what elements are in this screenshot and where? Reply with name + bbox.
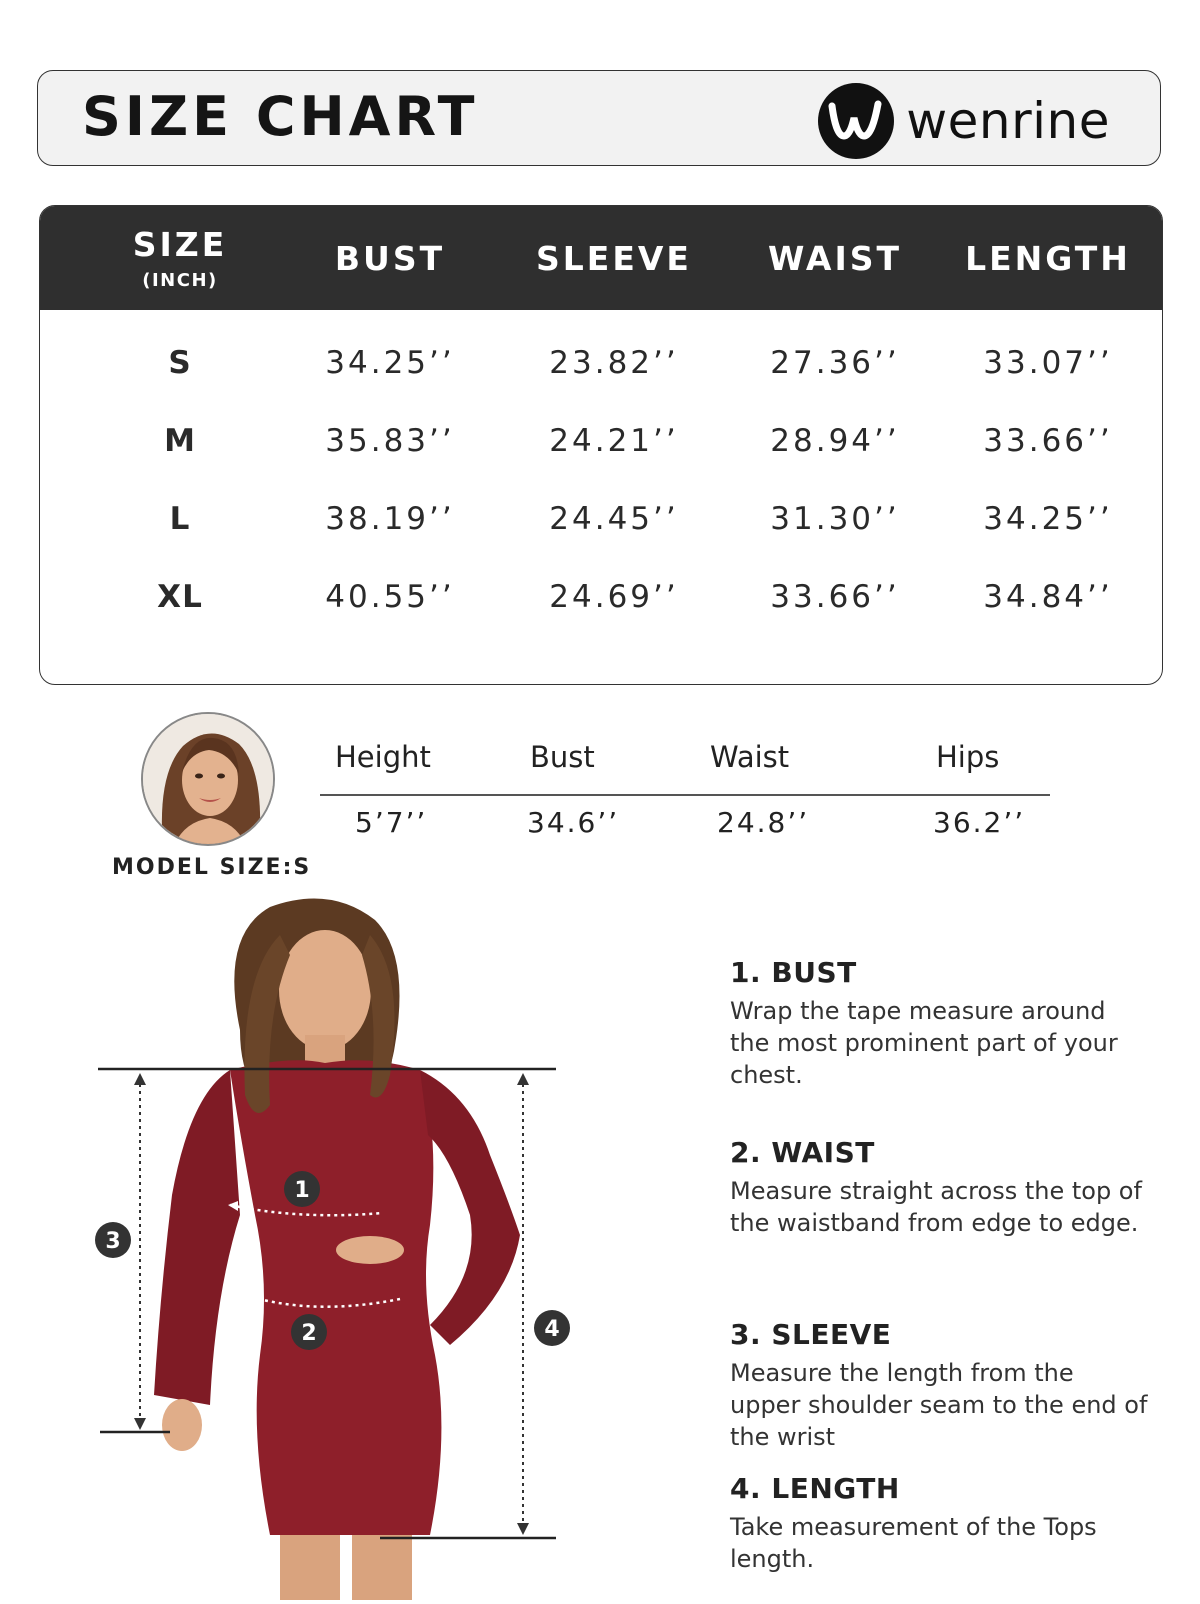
page-title: SIZE CHART	[82, 85, 479, 148]
face-shape	[279, 930, 371, 1050]
size-table	[39, 205, 1163, 685]
instruction-text: Measure straight across the top of the waistband from edge to edge.	[730, 1177, 1142, 1237]
instruction-text: Take measurement of the Tops length.	[730, 1513, 1097, 1573]
column-header-size	[80, 206, 280, 310]
header-box	[37, 70, 1161, 166]
model-header-waist: Waist	[710, 740, 790, 774]
column-label: SIZE	[132, 225, 228, 264]
column-header-bust: BUST	[334, 238, 446, 278]
waist-cell: 33.66’’	[770, 579, 900, 615]
waist-cell: 31.30’’	[770, 501, 900, 537]
svg-text:4: 4	[544, 1317, 560, 1342]
model-value-height: 5’7’’	[355, 806, 428, 839]
size-cell: XL	[157, 579, 203, 615]
column-sublabel: (INCH)	[142, 270, 218, 291]
length-cell: 34.25’’	[983, 501, 1113, 537]
waist-cell: 28.94’’	[770, 423, 900, 459]
bust-cell: 34.25’’	[325, 345, 455, 381]
svg-text:1: 1	[294, 1178, 310, 1203]
table-row	[40, 558, 1162, 636]
brand	[818, 83, 1110, 159]
size-cell: L	[169, 501, 191, 537]
sleeve-cell: 23.82’’	[549, 345, 679, 381]
length-cell: 33.66’’	[983, 423, 1113, 459]
instruction-text: Wrap the tape measure around the most prominent part of your chest.	[730, 997, 1118, 1089]
left-sleeve-shape	[154, 1070, 240, 1405]
instruction-title: 2. WAIST	[730, 1136, 875, 1169]
bust-cell: 40.55’’	[325, 579, 455, 615]
column-header-sleeve: SLEEVE	[536, 238, 692, 278]
instruction-length	[730, 1472, 1150, 1575]
size-cell: M	[164, 423, 196, 459]
instruction-bust	[730, 956, 1150, 1091]
model-header-hips: Hips	[936, 740, 1000, 774]
column-header-length: LENGTH	[965, 238, 1131, 278]
column-header-waist: WAIST	[767, 238, 902, 278]
svg-text:2: 2	[301, 1321, 317, 1346]
length-cell: 33.07’’	[983, 345, 1113, 381]
table-row	[40, 402, 1162, 480]
model-value-hips: 36.2’’	[933, 806, 1026, 839]
table-row	[40, 480, 1162, 558]
right-sleeve-shape	[420, 1070, 520, 1345]
sleeve-cell: 24.69’’	[549, 579, 679, 615]
marker-2-icon	[291, 1314, 327, 1350]
marker-1-icon	[284, 1171, 320, 1207]
brand-logo-icon	[818, 83, 894, 159]
dress-shape	[230, 1060, 441, 1535]
model-size-caption: MODEL SIZE:S	[112, 855, 312, 880]
marker-3-icon	[95, 1222, 131, 1258]
marker-4-icon	[534, 1310, 570, 1346]
instruction-waist	[730, 1136, 1150, 1239]
svg-text:3: 3	[105, 1229, 121, 1254]
model-header-height: Height	[335, 740, 431, 774]
model-figure	[90, 895, 610, 1600]
instruction-text: Measure the length from the upper shoulder seam to the end of the wrist	[730, 1359, 1148, 1451]
sleeve-cell: 24.21’’	[549, 423, 679, 459]
model-avatar	[141, 712, 275, 846]
model-divider	[320, 794, 1050, 796]
model-header-bust: Bust	[530, 740, 595, 774]
length-cell: 34.84’’	[983, 579, 1113, 615]
table-header	[40, 206, 1162, 310]
sleeve-cell: 24.45’’	[549, 501, 679, 537]
instruction-title: 3. SLEEVE	[730, 1318, 892, 1351]
brand-name: wenrine	[906, 92, 1110, 150]
model-value-waist: 24.8’’	[717, 806, 810, 839]
bust-cell: 35.83’’	[325, 423, 455, 459]
waist-cell: 27.36’’	[770, 345, 900, 381]
model-value-bust: 34.6’’	[527, 806, 620, 839]
table-row	[40, 324, 1162, 402]
size-cell: S	[168, 345, 192, 381]
bust-cell: 38.19’’	[325, 501, 455, 537]
instruction-title: 4. LENGTH	[730, 1472, 900, 1505]
instruction-sleeve	[730, 1318, 1150, 1453]
instruction-title: 1. BUST	[730, 956, 857, 989]
